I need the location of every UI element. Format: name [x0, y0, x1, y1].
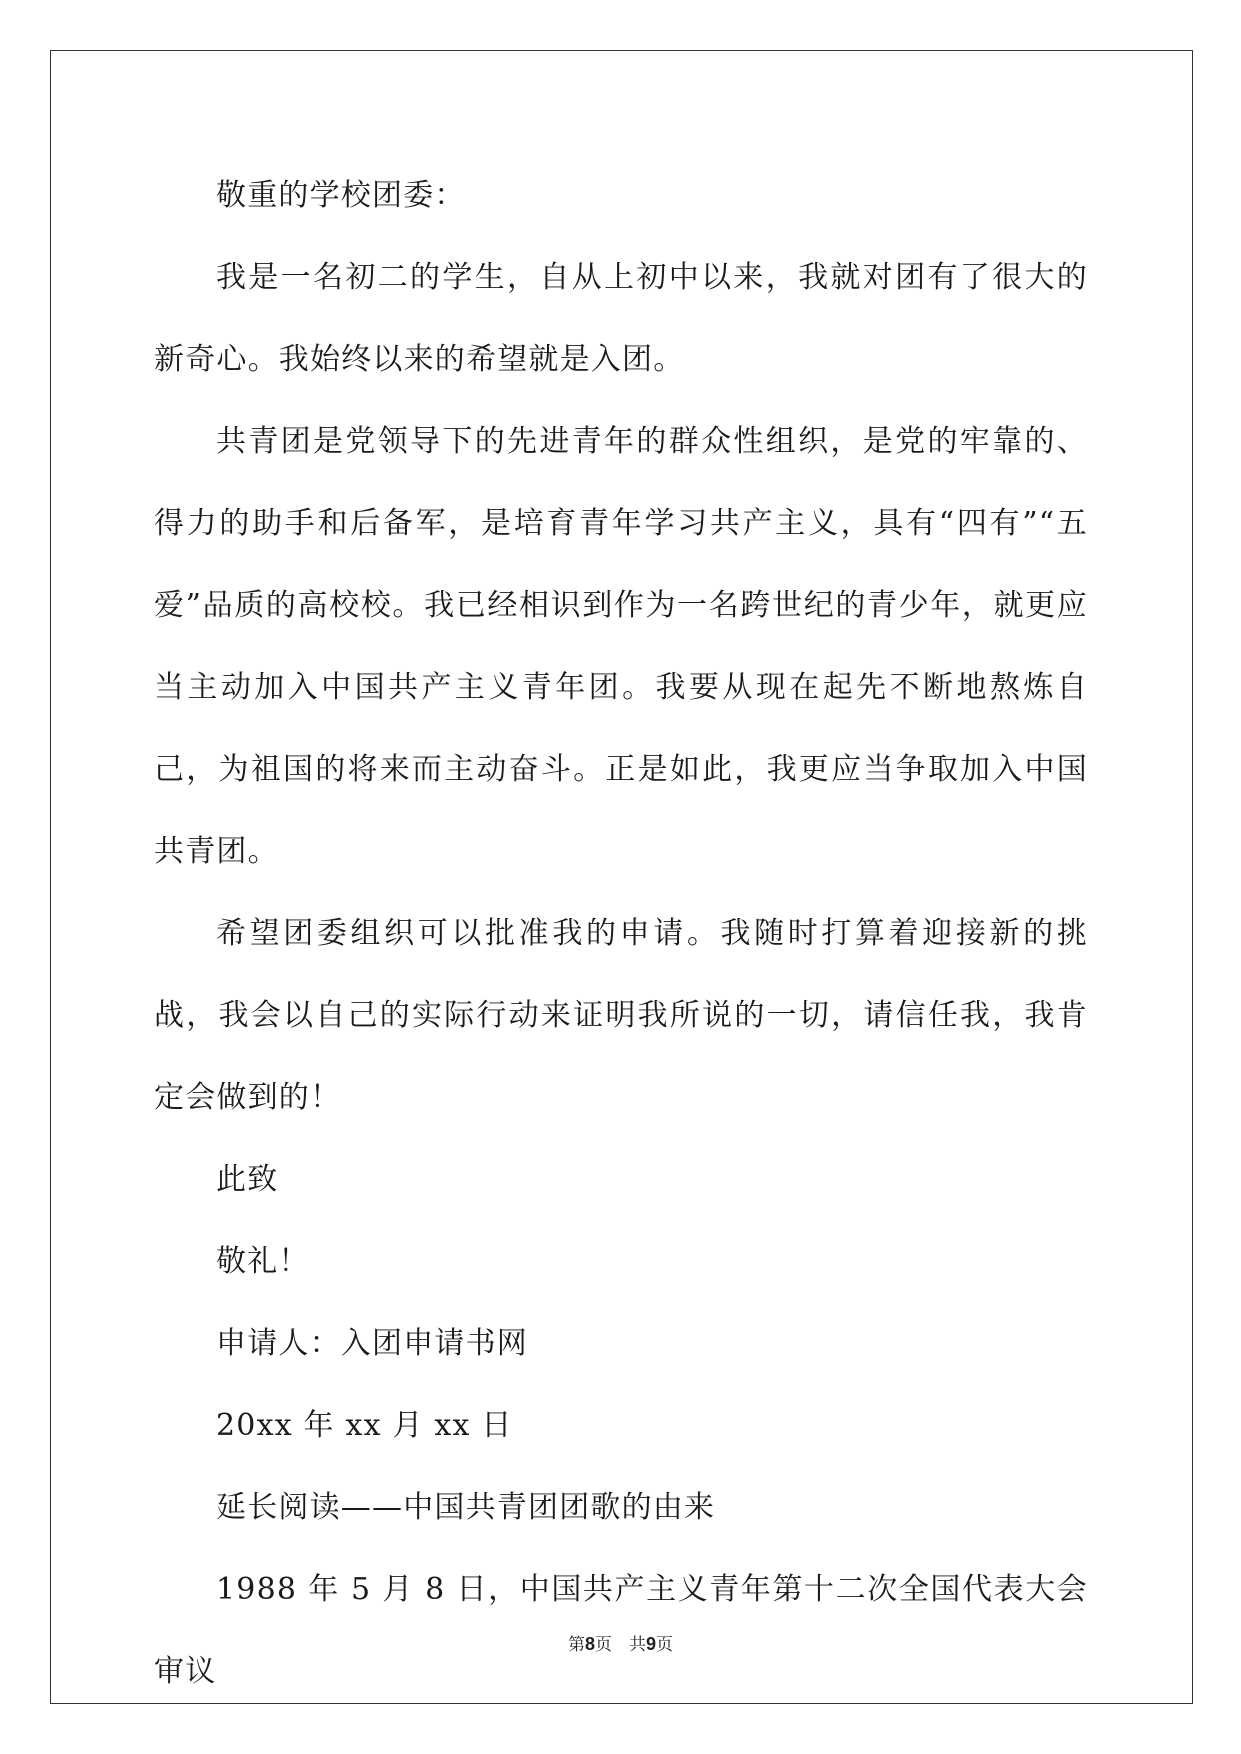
paragraph-1: 我是一名初二的学生，自从上初中以来，我就对团有了很大的新奇心。我始终以来的希望就是入团。	[154, 260, 1088, 377]
paragraph-2: 共青团是党领导下的先进青年的群众性组织，是党的牢靠的、得力的助手和后备军，是培育青年学习共产主义，具有“四有”“五爱”品质的高校校。我已经相识到作为一名跨世纪的青少年，就更应当主动加入中国共产主义青年团。我要从现在起先不断地熬炼自己，为祖国的将来而主动奋斗。正是如此，我更应当争取加入中国共青团。	[154, 424, 1088, 869]
letter-body	[154, 155, 1088, 1713]
closing-line-1: 此致	[216, 1162, 279, 1197]
extended-reading-title: 延长阅读——中国共青团团歌的由来	[216, 1490, 716, 1525]
applicant-signature: 申请人：入团申请书网	[216, 1326, 528, 1361]
current-page-number: 8	[584, 1634, 595, 1654]
letter-date: 20xx 年 xx 月 xx 日	[216, 1408, 513, 1443]
footer-prefix: 第	[567, 1635, 585, 1655]
salutation: 敬重的学校团委：	[216, 178, 466, 213]
total-page-count: 9	[646, 1634, 657, 1654]
footer-middle: 页 共	[595, 1635, 646, 1655]
footer-suffix: 页	[656, 1635, 674, 1655]
closing-line-2: 敬礼！	[216, 1244, 310, 1279]
paragraph-3: 希望团委组织可以批准我的申请。我随时打算着迎接新的挑战，我会以自己的实际行动来证明我所说的一切，请信任我，我肯定会做到的！	[154, 916, 1088, 1115]
page-footer	[0, 1630, 1241, 1655]
extended-reading-text: 1988 年 5 月 8 日，中国共产主义青年第十二次全国代表大会审议	[154, 1572, 1088, 1689]
